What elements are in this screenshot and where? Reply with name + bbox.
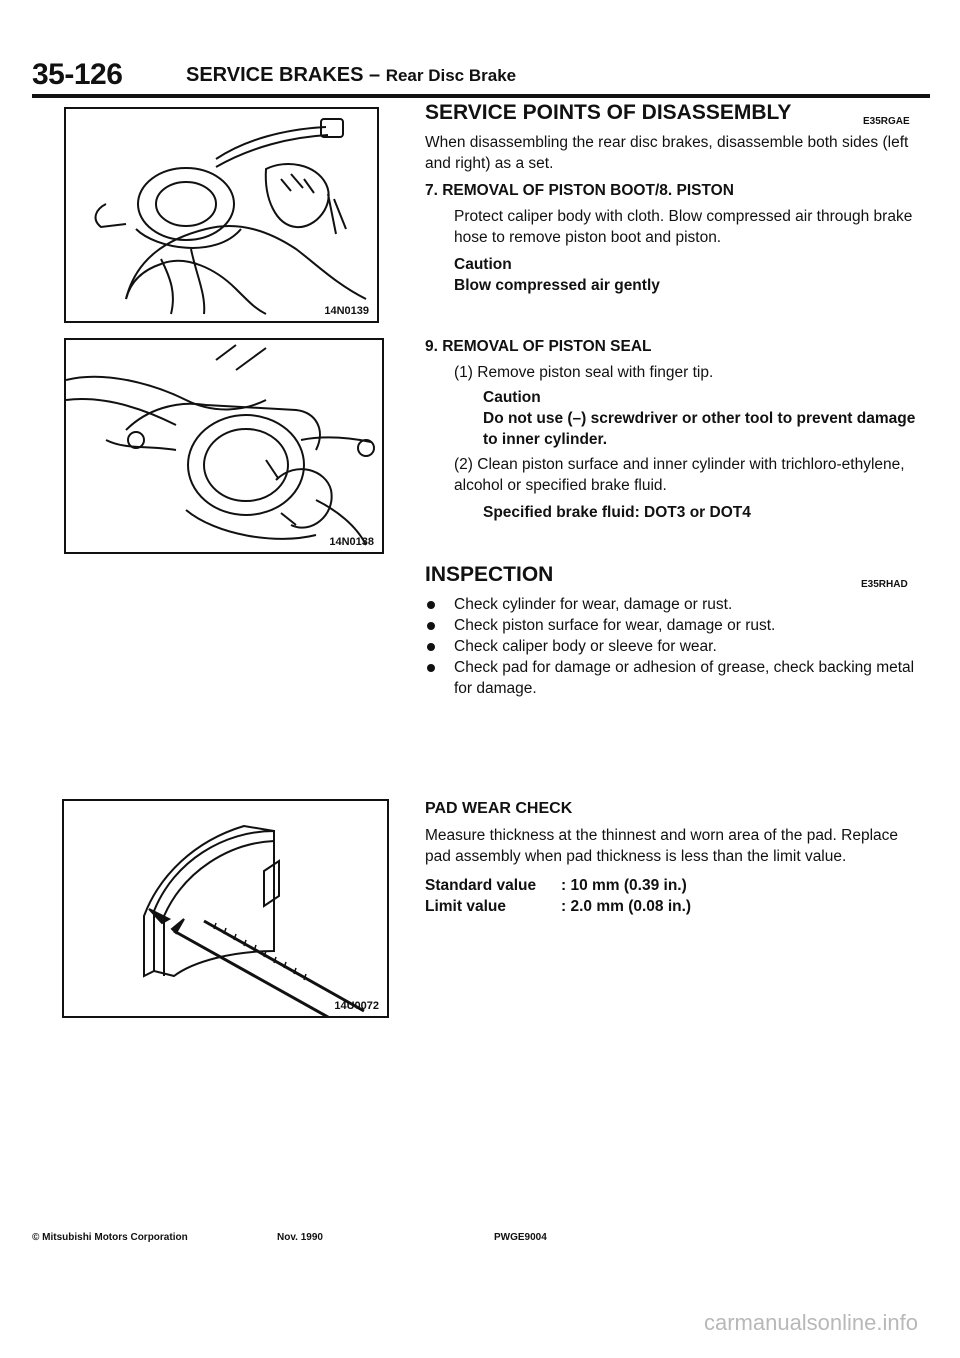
caution-label: Caution: [483, 389, 541, 406]
list-item: Check caliper body or sleeve for wear.: [425, 636, 925, 657]
figure-code: 14N0138: [329, 536, 374, 548]
pad-thickness-measure-illustration: [64, 801, 387, 1016]
footer-date: Nov. 1990: [277, 1232, 323, 1243]
section-disassembly: [425, 102, 925, 296]
pad-wear-text: Measure thickness at the thinnest and worn area of the pad. Replace pad assembly when pad thickness is less than the limit value.: [425, 827, 899, 865]
step-item: (1) Remove piston seal with finger tip.: [454, 364, 714, 381]
list-item: Check cylinder for wear, damage or rust.: [425, 594, 925, 615]
page-header-title: [186, 64, 516, 87]
figure-pad-thickness-measure: [62, 799, 389, 1018]
spec-text: Specified brake fluid: DOT3 or DOT4: [483, 504, 751, 521]
header-subsection: Rear Disc Brake: [385, 66, 517, 85]
figure-code: 14N0139: [324, 305, 369, 317]
spec-label: Standard value: [425, 877, 537, 894]
page-number: 35-126: [32, 58, 123, 91]
watermark: carmanualsonline.info: [703, 1310, 918, 1335]
figure-caliper-air-blow: [64, 107, 379, 323]
section-heading: PAD WEAR CHECK: [425, 800, 573, 817]
spec-standard-row: [425, 875, 925, 896]
list-item: Check piston surface for wear, damage or rust.: [425, 615, 925, 636]
spec-label: Limit value: [425, 898, 506, 915]
section-code: E35RHAD: [861, 579, 908, 590]
figure-code: 14U0072: [334, 1000, 379, 1012]
caution-label: Caution: [454, 256, 512, 273]
footer-copyright: © Mitsubishi Motors Corporation: [32, 1232, 188, 1243]
piston-seal-removal-illustration: [66, 340, 382, 552]
step-item: (2) Clean piston surface and inner cylinder with trichloro-ethylene, alcohol or specified brake fluid.: [454, 456, 905, 494]
section-pad-wear: [425, 798, 925, 917]
section-heading: SERVICE POINTS OF DISASSEMBLY: [425, 101, 792, 124]
spec-value: : 2.0 mm (0.08 in.): [561, 898, 692, 915]
section-step9: [425, 336, 925, 523]
section-inspection: [425, 564, 925, 699]
caliper-air-blow-illustration: [66, 109, 377, 321]
spec-value: : 10 mm (0.39 in.): [561, 877, 687, 894]
intro-text: When disassembling the rear disc brakes, disassemble both sides (left and right) as a set.: [425, 134, 909, 172]
caution-text: Blow compressed air gently: [454, 277, 660, 294]
figure-piston-seal-removal: [64, 338, 384, 554]
step-title: 9. REMOVAL OF PISTON SEAL: [425, 338, 652, 355]
step-title: 7. REMOVAL OF PISTON BOOT/8. PISTON: [425, 182, 734, 199]
header-section: SERVICE BRAKES: [186, 64, 364, 86]
header-dash: –: [369, 64, 381, 86]
footer-doc-code: PWGE9004: [494, 1232, 547, 1243]
caution-text: Do not use (–) screwdriver or other tool to prevent damage to inner cylinder.: [483, 410, 916, 448]
section-code: E35RGAE: [863, 116, 910, 127]
spec-limit-row: [425, 896, 925, 917]
section-heading: INSPECTION: [425, 563, 554, 586]
list-item: Check pad for damage or adhesion of grease, check backing metal for damage.: [425, 657, 925, 699]
header-rule: [32, 94, 930, 98]
step-text: Protect caliper body with cloth. Blow compressed air through brake hose to remove piston boot and piston.: [454, 208, 913, 246]
